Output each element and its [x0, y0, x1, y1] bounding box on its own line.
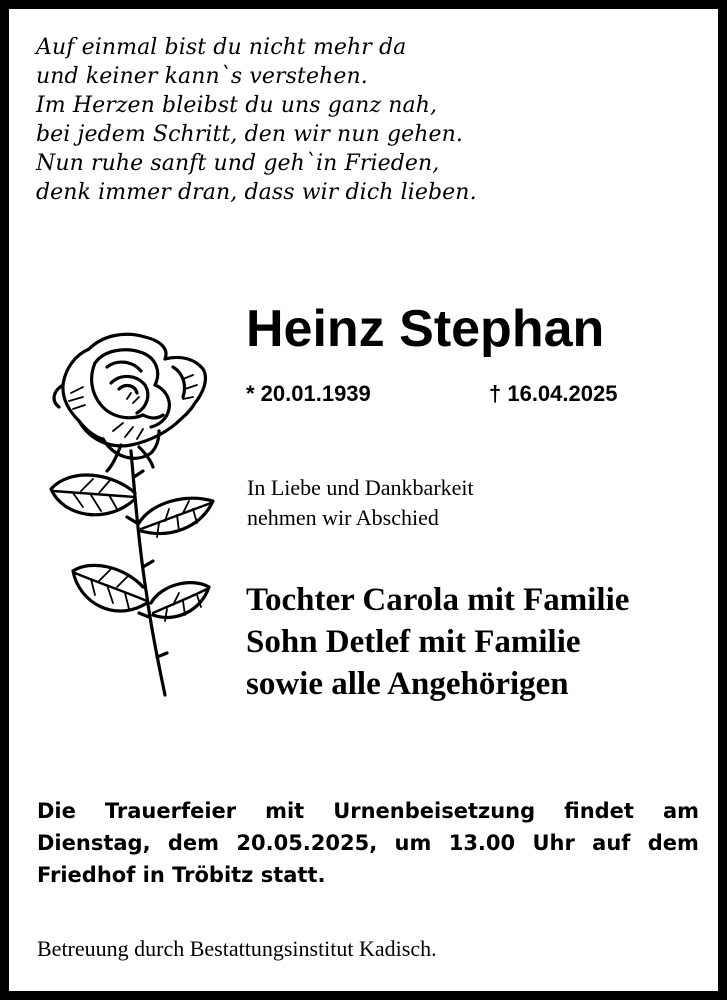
poem	[36, 33, 676, 207]
ceremony-word: dem	[167, 831, 220, 855]
deceased-name: Heinz Stephan	[246, 300, 605, 358]
poem-line: und keiner kann`s verstehen.	[36, 64, 368, 89]
mourner-line: Tochter Carola mit Familie	[246, 582, 630, 618]
ceremony-line	[37, 827, 699, 859]
poem-line: bei jedem Schritt, den wir nun gehen.	[36, 122, 464, 147]
ceremony-line: Friedhof in Tröbitz statt.	[37, 863, 326, 887]
death-date: † 16.04.2025	[489, 381, 618, 406]
ceremony-word: Trauerfeier	[104, 799, 237, 823]
ceremony-word: am	[662, 799, 699, 823]
rose-icon	[43, 327, 223, 702]
farewell-line: In Liebe und Dankbarkeit	[247, 475, 474, 500]
ceremony-word: dem	[647, 831, 699, 855]
ceremony-line	[37, 795, 699, 827]
ceremony-word: mit	[265, 799, 305, 823]
farewell-line: nehmen wir Abschied	[247, 505, 439, 530]
poem-line: denk immer dran, dass wir dich lieben.	[36, 180, 477, 205]
ceremony-word: Die	[37, 799, 76, 823]
farewell-text	[247, 473, 474, 533]
mourner-line: sowie alle Angehörigen	[246, 666, 569, 702]
poem-line: Im Herzen bleibst du uns ganz nah,	[36, 93, 438, 118]
ceremony-word: Uhr	[532, 831, 575, 855]
ceremony-word: 13.00	[448, 831, 516, 855]
birth-date: * 20.01.1939	[246, 381, 371, 406]
poem-line: Auf einmal bist du nicht mehr da	[36, 35, 407, 60]
ceremony-word: 20.05.2025,	[236, 831, 378, 855]
ceremony-word: findet	[564, 799, 634, 823]
ceremony-announcement	[37, 795, 699, 891]
ceremony-word: um	[394, 831, 432, 855]
ceremony-word: Urnenbeisetzung	[333, 799, 536, 823]
ceremony-word: auf	[592, 831, 631, 855]
ceremony-word: Dienstag,	[37, 831, 151, 855]
undertaker-credit: Betreuung durch Bestattungsinstitut Kadisch.	[37, 936, 437, 961]
mourner-line: Sohn Detlef mit Familie	[246, 624, 581, 660]
poem-line: Nun ruhe sanft und geh`in Frieden,	[36, 151, 440, 176]
mourners-list	[246, 579, 629, 705]
